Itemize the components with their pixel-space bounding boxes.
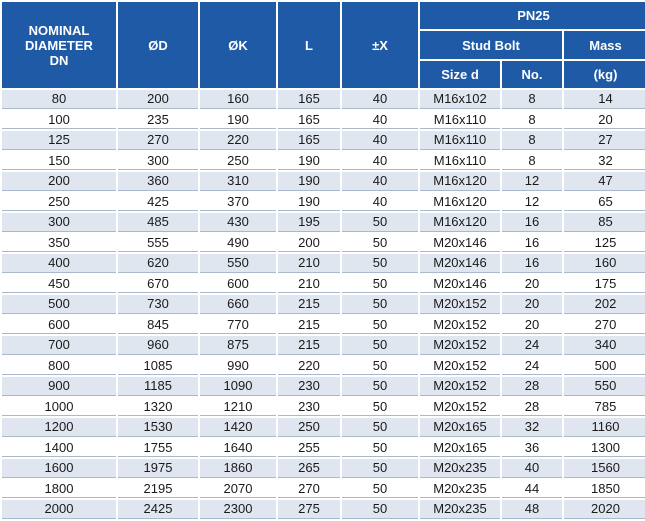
cell-bolt-count: 20 [502, 316, 562, 335]
cell-bolt-circle-diameter: 430 [200, 213, 276, 232]
cell-mass: 550 [564, 377, 645, 396]
cell-outer-diameter: 1085 [118, 357, 198, 376]
cell-mass: 20 [564, 111, 645, 130]
table-row [2, 439, 645, 458]
cell-tolerance-x: 50 [342, 418, 418, 437]
cell-length: 230 [278, 398, 340, 417]
cell-bolt-circle-diameter: 160 [200, 90, 276, 109]
cell-outer-diameter: 2195 [118, 480, 198, 499]
cell-bolt-size: M20x235 [420, 459, 500, 478]
cell-bolt-count: 28 [502, 377, 562, 396]
cell-mass: 1560 [564, 459, 645, 478]
cell-bolt-size: M20x165 [420, 418, 500, 437]
cell-tolerance-x: 50 [342, 336, 418, 355]
cell-bolt-size: M16x120 [420, 193, 500, 212]
cell-nominal-diameter: 80 [2, 90, 116, 109]
cell-nominal-diameter: 900 [2, 377, 116, 396]
cell-bolt-size: M20x146 [420, 275, 500, 294]
table-row [2, 90, 645, 109]
cell-bolt-size: M16x102 [420, 90, 500, 109]
cell-mass: 47 [564, 172, 645, 191]
cell-tolerance-x: 40 [342, 90, 418, 109]
cell-nominal-diameter: 1800 [2, 480, 116, 499]
cell-outer-diameter: 845 [118, 316, 198, 335]
cell-bolt-count: 16 [502, 234, 562, 253]
cell-length: 200 [278, 234, 340, 253]
cell-outer-diameter: 300 [118, 152, 198, 171]
table-row [2, 172, 645, 191]
cell-bolt-circle-diameter: 550 [200, 254, 276, 273]
cell-tolerance-x: 50 [342, 480, 418, 499]
cell-outer-diameter: 555 [118, 234, 198, 253]
cell-nominal-diameter: 150 [2, 152, 116, 171]
cell-nominal-diameter: 400 [2, 254, 116, 273]
cell-outer-diameter: 670 [118, 275, 198, 294]
cell-nominal-diameter: 100 [2, 111, 116, 130]
cell-length: 255 [278, 439, 340, 458]
cell-tolerance-x: 40 [342, 131, 418, 150]
cell-bolt-circle-diameter: 1860 [200, 459, 276, 478]
table-row [2, 459, 645, 478]
cell-nominal-diameter: 800 [2, 357, 116, 376]
cell-bolt-circle-diameter: 875 [200, 336, 276, 355]
cell-tolerance-x: 50 [342, 295, 418, 314]
cell-bolt-count: 44 [502, 480, 562, 499]
cell-length: 215 [278, 295, 340, 314]
cell-bolt-count: 48 [502, 500, 562, 519]
table-body [2, 90, 645, 519]
cell-length: 220 [278, 357, 340, 376]
cell-nominal-diameter: 450 [2, 275, 116, 294]
cell-outer-diameter: 485 [118, 213, 198, 232]
header-stud-bolt: Stud Bolt [420, 31, 562, 59]
cell-bolt-size: M20x152 [420, 316, 500, 335]
cell-tolerance-x: 50 [342, 316, 418, 335]
cell-nominal-diameter: 1600 [2, 459, 116, 478]
cell-outer-diameter: 1975 [118, 459, 198, 478]
cell-bolt-count: 16 [502, 213, 562, 232]
cell-outer-diameter: 620 [118, 254, 198, 273]
cell-length: 190 [278, 152, 340, 171]
cell-outer-diameter: 1755 [118, 439, 198, 458]
cell-bolt-circle-diameter: 310 [200, 172, 276, 191]
table-row [2, 377, 645, 396]
cell-mass: 1160 [564, 418, 645, 437]
cell-outer-diameter: 1185 [118, 377, 198, 396]
cell-bolt-size: M16x120 [420, 213, 500, 232]
table-row [2, 316, 645, 335]
cell-bolt-circle-diameter: 2300 [200, 500, 276, 519]
cell-tolerance-x: 50 [342, 398, 418, 417]
cell-mass: 160 [564, 254, 645, 273]
cell-bolt-size: M20x152 [420, 336, 500, 355]
cell-nominal-diameter: 350 [2, 234, 116, 253]
cell-mass: 27 [564, 131, 645, 150]
table-row [2, 398, 645, 417]
cell-bolt-count: 12 [502, 193, 562, 212]
cell-bolt-circle-diameter: 990 [200, 357, 276, 376]
table-header [2, 2, 645, 88]
cell-length: 215 [278, 316, 340, 335]
cell-bolt-count: 16 [502, 254, 562, 273]
cell-bolt-size: M20x152 [420, 377, 500, 396]
cell-nominal-diameter: 1000 [2, 398, 116, 417]
cell-length: 230 [278, 377, 340, 396]
cell-nominal-diameter: 2000 [2, 500, 116, 519]
cell-bolt-circle-diameter: 370 [200, 193, 276, 212]
table-row [2, 418, 645, 437]
cell-tolerance-x: 50 [342, 459, 418, 478]
cell-tolerance-x: 40 [342, 172, 418, 191]
cell-bolt-size: M20x152 [420, 295, 500, 314]
header-outer-diameter: ØD [118, 2, 198, 88]
cell-length: 215 [278, 336, 340, 355]
cell-outer-diameter: 360 [118, 172, 198, 191]
cell-tolerance-x: 50 [342, 357, 418, 376]
table-row [2, 357, 645, 376]
cell-bolt-count: 36 [502, 439, 562, 458]
cell-mass: 340 [564, 336, 645, 355]
cell-length: 210 [278, 275, 340, 294]
cell-bolt-circle-diameter: 490 [200, 234, 276, 253]
table-row [2, 254, 645, 273]
cell-nominal-diameter: 125 [2, 131, 116, 150]
cell-length: 250 [278, 418, 340, 437]
cell-bolt-circle-diameter: 1210 [200, 398, 276, 417]
cell-bolt-count: 32 [502, 418, 562, 437]
header-number: No. [502, 61, 562, 88]
cell-tolerance-x: 50 [342, 439, 418, 458]
cell-bolt-size: M20x146 [420, 234, 500, 253]
cell-bolt-count: 24 [502, 336, 562, 355]
cell-bolt-size: M20x152 [420, 398, 500, 417]
cell-bolt-size: M20x235 [420, 480, 500, 499]
cell-bolt-count: 8 [502, 90, 562, 109]
table-row [2, 213, 645, 232]
cell-nominal-diameter: 1200 [2, 418, 116, 437]
cell-bolt-size: M16x110 [420, 131, 500, 150]
cell-bolt-count: 8 [502, 131, 562, 150]
cell-bolt-size: M20x235 [420, 500, 500, 519]
header-size: Size d [420, 61, 500, 88]
cell-bolt-circle-diameter: 2070 [200, 480, 276, 499]
cell-mass: 500 [564, 357, 645, 376]
cell-bolt-count: 20 [502, 295, 562, 314]
cell-tolerance-x: 50 [342, 254, 418, 273]
cell-bolt-size: M16x120 [420, 172, 500, 191]
cell-mass: 175 [564, 275, 645, 294]
cell-length: 190 [278, 172, 340, 191]
cell-mass: 14 [564, 90, 645, 109]
cell-tolerance-x: 50 [342, 377, 418, 396]
table-row [2, 131, 645, 150]
table-row [2, 234, 645, 253]
table-row [2, 336, 645, 355]
cell-outer-diameter: 1530 [118, 418, 198, 437]
cell-bolt-count: 12 [502, 172, 562, 191]
cell-length: 165 [278, 111, 340, 130]
header-nominal-diameter: NOMINAL DIAMETER DN [2, 2, 116, 88]
cell-length: 265 [278, 459, 340, 478]
header-mass: Mass [564, 31, 645, 59]
cell-bolt-count: 20 [502, 275, 562, 294]
cell-outer-diameter: 1320 [118, 398, 198, 417]
cell-nominal-diameter: 700 [2, 336, 116, 355]
cell-outer-diameter: 270 [118, 131, 198, 150]
table-row [2, 193, 645, 212]
cell-nominal-diameter: 500 [2, 295, 116, 314]
cell-bolt-size: M16x110 [420, 111, 500, 130]
header-pressure-class: PN25 [420, 2, 645, 29]
cell-nominal-diameter: 200 [2, 172, 116, 191]
cell-nominal-diameter: 600 [2, 316, 116, 335]
cell-mass: 32 [564, 152, 645, 171]
cell-outer-diameter: 235 [118, 111, 198, 130]
cell-outer-diameter: 2425 [118, 500, 198, 519]
cell-outer-diameter: 960 [118, 336, 198, 355]
cell-bolt-circle-diameter: 220 [200, 131, 276, 150]
cell-mass: 202 [564, 295, 645, 314]
cell-mass: 125 [564, 234, 645, 253]
table-row [2, 480, 645, 499]
cell-tolerance-x: 40 [342, 152, 418, 171]
cell-outer-diameter: 730 [118, 295, 198, 314]
table-row [2, 275, 645, 294]
cell-length: 165 [278, 131, 340, 150]
cell-outer-diameter: 200 [118, 90, 198, 109]
header-mass-unit: (kg) [564, 61, 645, 88]
cell-bolt-circle-diameter: 660 [200, 295, 276, 314]
table-row [2, 111, 645, 130]
cell-mass: 2020 [564, 500, 645, 519]
cell-nominal-diameter: 1400 [2, 439, 116, 458]
cell-bolt-circle-diameter: 1420 [200, 418, 276, 437]
cell-bolt-circle-diameter: 250 [200, 152, 276, 171]
cell-bolt-size: M20x146 [420, 254, 500, 273]
cell-length: 165 [278, 90, 340, 109]
cell-bolt-size: M16x110 [420, 152, 500, 171]
cell-mass: 1850 [564, 480, 645, 499]
table-row [2, 152, 645, 171]
cell-bolt-count: 24 [502, 357, 562, 376]
header-length: L [278, 2, 340, 88]
cell-tolerance-x: 50 [342, 500, 418, 519]
header-tolerance-x: ±X [342, 2, 418, 88]
cell-bolt-count: 28 [502, 398, 562, 417]
header-bolt-circle-diameter: ØK [200, 2, 276, 88]
cell-bolt-circle-diameter: 1090 [200, 377, 276, 396]
cell-bolt-count: 8 [502, 152, 562, 171]
cell-bolt-circle-diameter: 190 [200, 111, 276, 130]
cell-bolt-circle-diameter: 600 [200, 275, 276, 294]
cell-mass: 270 [564, 316, 645, 335]
cell-length: 270 [278, 480, 340, 499]
cell-tolerance-x: 50 [342, 213, 418, 232]
table-row [2, 500, 645, 519]
cell-length: 190 [278, 193, 340, 212]
cell-bolt-count: 40 [502, 459, 562, 478]
cell-bolt-size: M20x165 [420, 439, 500, 458]
cell-length: 275 [278, 500, 340, 519]
cell-bolt-circle-diameter: 770 [200, 316, 276, 335]
cell-tolerance-x: 50 [342, 275, 418, 294]
cell-mass: 785 [564, 398, 645, 417]
table-row [2, 295, 645, 314]
cell-mass: 1300 [564, 439, 645, 458]
cell-mass: 85 [564, 213, 645, 232]
cell-tolerance-x: 40 [342, 193, 418, 212]
cell-length: 210 [278, 254, 340, 273]
cell-length: 195 [278, 213, 340, 232]
cell-tolerance-x: 50 [342, 234, 418, 253]
cell-bolt-count: 8 [502, 111, 562, 130]
cell-outer-diameter: 425 [118, 193, 198, 212]
cell-bolt-circle-diameter: 1640 [200, 439, 276, 458]
cell-tolerance-x: 40 [342, 111, 418, 130]
cell-nominal-diameter: 250 [2, 193, 116, 212]
cell-nominal-diameter: 300 [2, 213, 116, 232]
cell-bolt-size: M20x152 [420, 357, 500, 376]
cell-mass: 65 [564, 193, 645, 212]
